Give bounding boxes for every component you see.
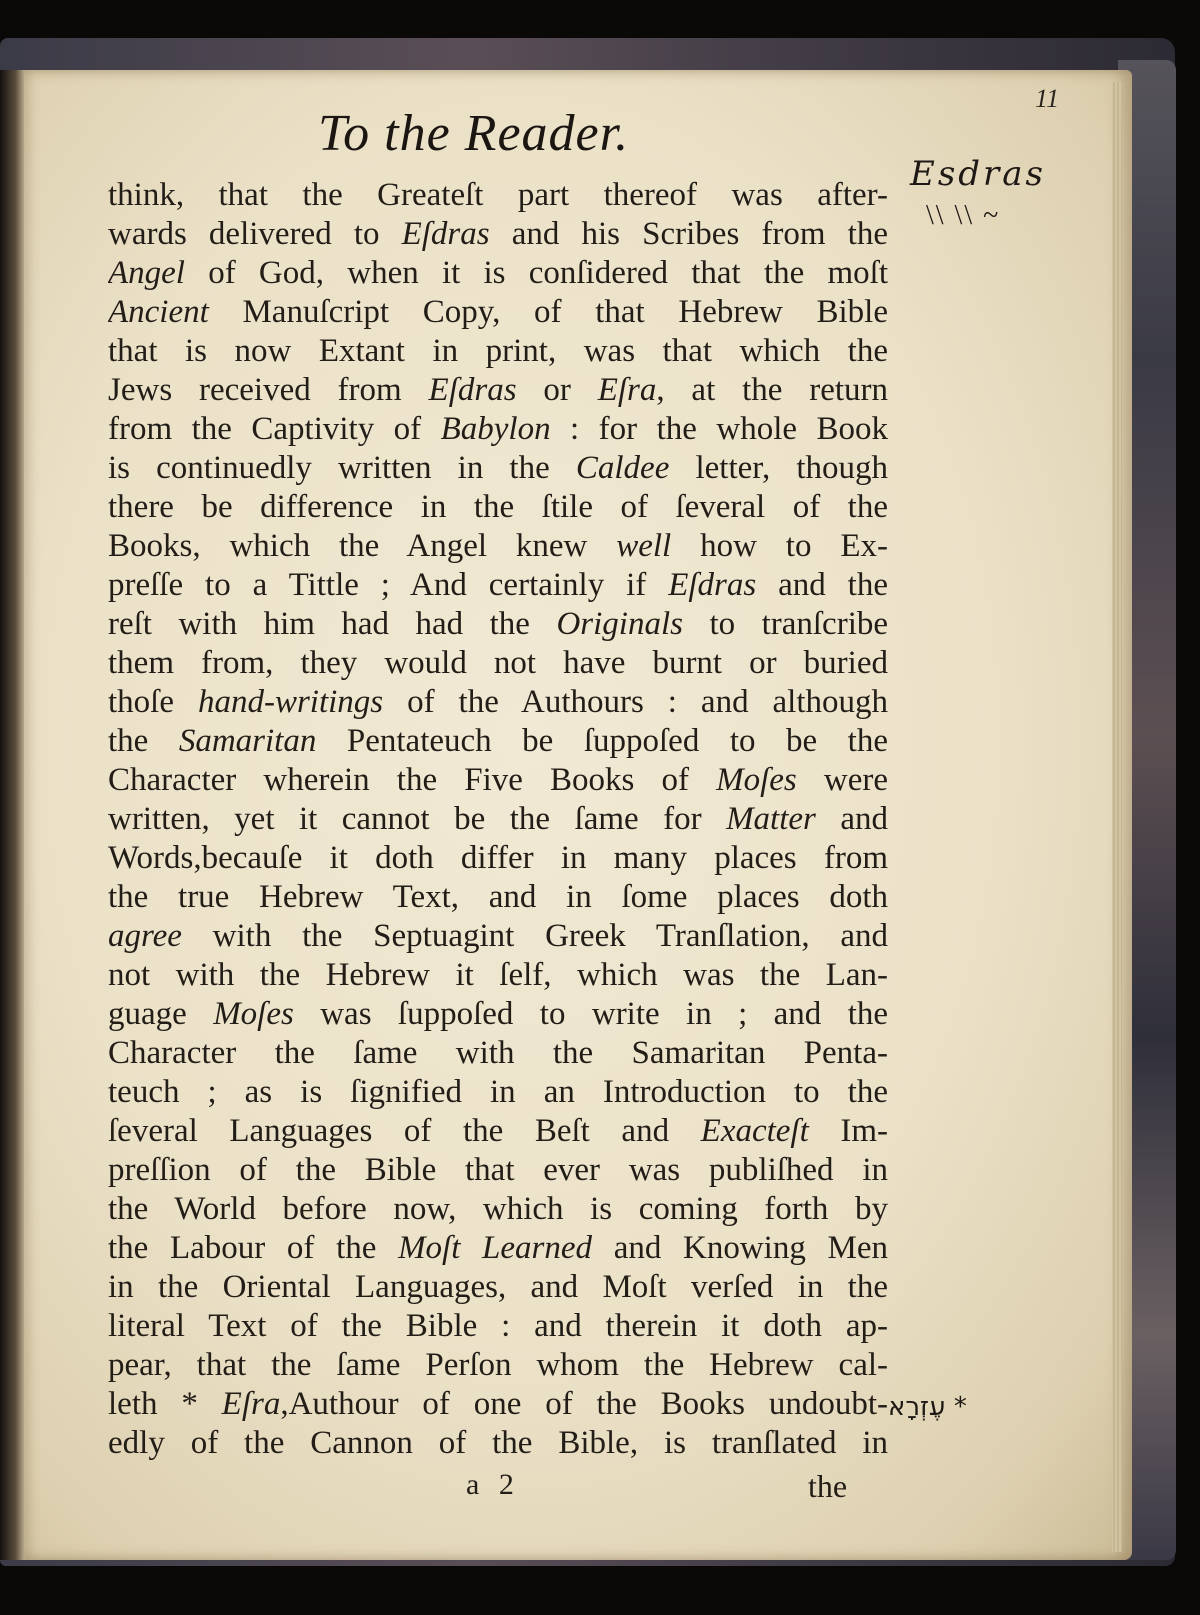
italic-text: Moſes [213,996,294,1032]
body-text [108,176,888,1488]
text-line [108,449,888,488]
text-line [108,1190,888,1229]
text-line [108,1268,888,1307]
text-run: Words,becauſe it doth differ in many places from [108,840,888,876]
text-line [108,1151,888,1190]
italic-text: Matter [726,801,816,837]
italic-text: Moſt Learned [398,1230,593,1266]
text-line [108,917,888,956]
text-line [108,1073,888,1112]
text-line [108,878,888,917]
text-run: ,Authour of one of the Books undoubt- [280,1386,888,1422]
hebrew-margin-note: עֶזְרָא * [888,1392,967,1422]
italic-text: Babylon [440,411,551,447]
text-line [108,371,888,410]
text-line [108,605,888,644]
text-run: Character the ſame with the Samaritan Penta- [108,1035,888,1071]
text-run: and the [756,567,888,603]
text-run: was ſuppoſed to write in ; and the [293,996,888,1032]
text-run: leth * [108,1386,222,1422]
text-run: edly of the Cannon of the Bible, is tranſlated in [108,1425,888,1461]
italic-text: Samaritan [178,723,317,759]
page-edge [1112,82,1122,1552]
text-run: teuch ; as is ſignified in an Introduction to the [108,1074,888,1110]
text-run: and his Scribes from the [489,216,888,252]
text-run: written, yet it cannot be the ſame for [108,801,727,837]
signature-mark: a 2 [466,1468,520,1501]
italic-text: Eſra [597,372,657,408]
italic-text: Eſdras [428,372,517,408]
text-run: of the Authours : and although [383,684,888,720]
text-line [108,410,888,449]
text-line [108,566,888,605]
text-run: in the Oriental Languages, and Moſt verſed in the [108,1269,888,1305]
italic-text: agree [108,918,182,954]
text-run: the World before now, which is coming forth by [108,1191,888,1227]
text-run: preſſion of the Bible that ever was publiſhed in [108,1152,888,1188]
text-run: Books, which the Angel knew [108,528,617,564]
margin-note-underline: \\ \\ ~ [926,200,1001,231]
italic-text: Caldee [575,450,670,486]
text-line [108,644,888,683]
italic-text: Moſes [716,762,797,798]
text-line [108,1112,888,1151]
text-run: thoſe [108,684,198,720]
text-run: the [108,723,179,759]
text-run: Character wherein the Five Books of [108,762,717,798]
text-run: reſt with him had had the [108,606,557,642]
text-line [108,995,888,1034]
margin-note-esdras: Esdras [910,154,1047,194]
text-run: : for the whole Book [550,411,888,447]
text-run: Manuſcript Copy, of that Hebrew Bible [208,294,888,330]
italic-text: Ancient [108,294,209,330]
text-run: letter, though [669,450,888,486]
italic-text: Angel [108,255,185,291]
text-run: and Knowing Men [592,1230,888,1266]
text-run: from the Captivity of [108,411,441,447]
page-gutter [0,70,26,1560]
text-line [108,1346,888,1385]
text-line [108,527,888,566]
text-line [108,683,888,722]
text-run: them from, they would not have burnt or buried [108,645,888,681]
text-line [108,1424,888,1463]
text-line [108,293,888,332]
text-run: pear, that the ſame Perſon whom the Hebrew cal- [108,1347,888,1383]
text-run: , at the return [656,372,888,408]
text-line [108,1229,888,1268]
text-run: preſſe to a Tittle ; And certainly if [108,567,669,603]
italic-text: Originals [556,606,683,642]
text-line [108,1034,888,1073]
text-line [108,1307,888,1346]
text-line [108,215,888,254]
text-run: to tranſcribe [682,606,888,642]
text-run: or [516,372,598,408]
italic-text: Eſdras [401,216,490,252]
text-line [108,800,888,839]
text-line [108,761,888,800]
text-run: guage [108,996,214,1032]
text-line [108,1385,888,1424]
text-run: wards delivered to [108,216,402,252]
italic-text: Eſdras [668,567,757,603]
text-run: there be difference in the ſtile of ſeveral of the [108,489,888,525]
text-run: Im- [808,1113,888,1149]
text-run: of God, when it is conſidered that the moſt [184,255,888,291]
text-line [108,488,888,527]
text-run: the true Hebrew Text, and in ſome places doth [108,879,888,915]
italic-text: Exacteſt [700,1113,809,1149]
text-run: is continuedly written in the [108,450,576,486]
text-run: with the Septuagint Greek Tranſlation, and [181,918,888,954]
text-run: the Labour of the [108,1230,399,1266]
running-title: To the Reader. [318,105,630,162]
italic-text: Eſra [221,1386,281,1422]
text-line [108,956,888,995]
italic-text: hand-writings [197,684,384,720]
text-run: Pentateuch be ſuppoſed to be the [316,723,888,759]
text-run: that is now Extant in print, was that which the [108,333,888,369]
text-line [108,176,888,215]
text-run: Jews received from [108,372,429,408]
text-run: and [815,801,888,837]
text-run: ſeveral Languages of the Beſt and [108,1113,701,1149]
text-run: think, that the Greateſt part thereof was after- [108,177,888,213]
text-line [108,722,888,761]
text-line [108,839,888,878]
text-run: not with the Hebrew it ſelf, which was the Lan- [108,957,888,993]
folio-mark: 11 [1035,84,1060,113]
text-line [108,332,888,371]
catchword: the [808,1468,848,1504]
italic-text: well [616,528,672,564]
text-run: how to Ex- [671,528,888,564]
text-run: literal Text of the Bible : and therein it doth ap- [108,1308,888,1344]
text-line [108,254,888,293]
text-run: were [796,762,888,798]
